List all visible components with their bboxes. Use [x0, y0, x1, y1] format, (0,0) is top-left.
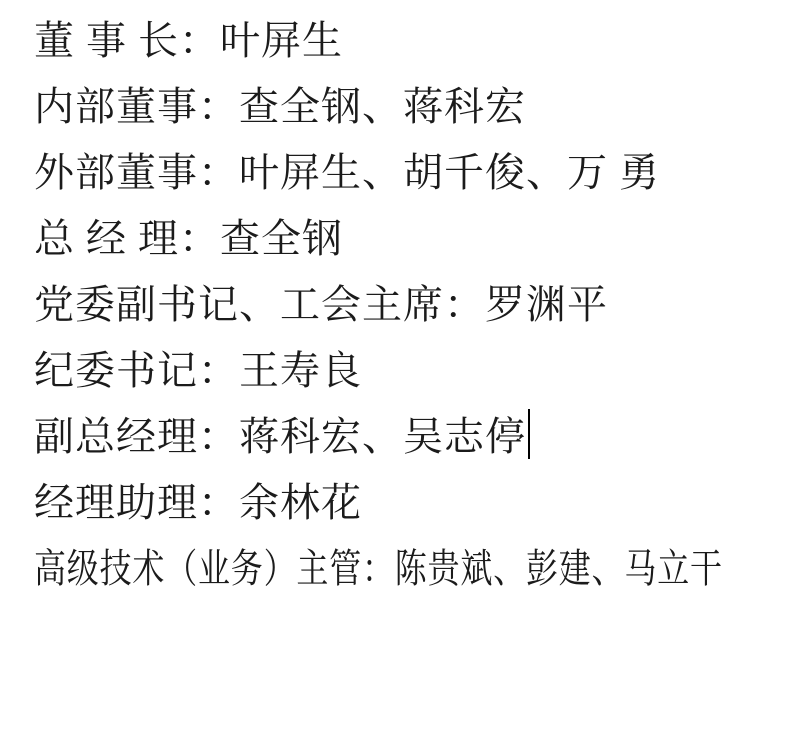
role-label: 外部董事 — [34, 150, 198, 195]
role-label: 副总经理 — [34, 414, 198, 459]
text-line-external-directors — [34, 140, 786, 206]
role-label: 总 经 理 — [34, 216, 179, 261]
names-text: 陈贵斌、彭建、马立干 — [394, 546, 723, 591]
text-line-internal-directors — [34, 74, 786, 140]
names-text: 余林花 — [239, 480, 362, 525]
names-text: 叶屏生、胡千俊、万 勇 — [239, 150, 660, 195]
role-label: 董 事 长 — [34, 18, 179, 63]
colon-separator: ： — [362, 546, 395, 591]
colon-separator: ： — [198, 480, 239, 525]
text-line-senior-supervisors — [34, 536, 723, 602]
names-text: 罗渊平 — [485, 282, 608, 327]
role-label: 经理助理 — [34, 480, 198, 525]
names-text: 王寿良 — [239, 348, 362, 393]
text-cursor — [528, 409, 530, 459]
role-label: 纪委书记 — [34, 348, 198, 393]
text-line-manager-assistant — [34, 470, 786, 536]
role-label: 党委副书记、工会主席 — [34, 282, 444, 327]
names-text: 叶屏生 — [220, 18, 343, 63]
names-text: 查全钢、蒋科宏 — [239, 84, 526, 129]
colon-separator: ： — [198, 84, 239, 129]
names-text: 蒋科宏、吴志停 — [239, 414, 526, 459]
text-line-general-manager — [34, 206, 786, 272]
text-line-discipline-secretary — [34, 338, 786, 404]
names-text: 查全钢 — [220, 216, 343, 261]
colon-separator: ： — [179, 18, 220, 63]
text-line-chairman — [34, 8, 786, 74]
text-line-party-union — [34, 272, 786, 338]
colon-separator: ： — [198, 414, 239, 459]
role-label: 高级技术（业务）主管 — [34, 546, 362, 591]
colon-separator: ： — [198, 348, 239, 393]
colon-separator: ： — [179, 216, 220, 261]
colon-separator: ： — [444, 282, 485, 327]
colon-separator: ： — [198, 150, 239, 195]
role-label: 内部董事 — [34, 84, 198, 129]
text-line-deputy-gm — [34, 404, 786, 470]
